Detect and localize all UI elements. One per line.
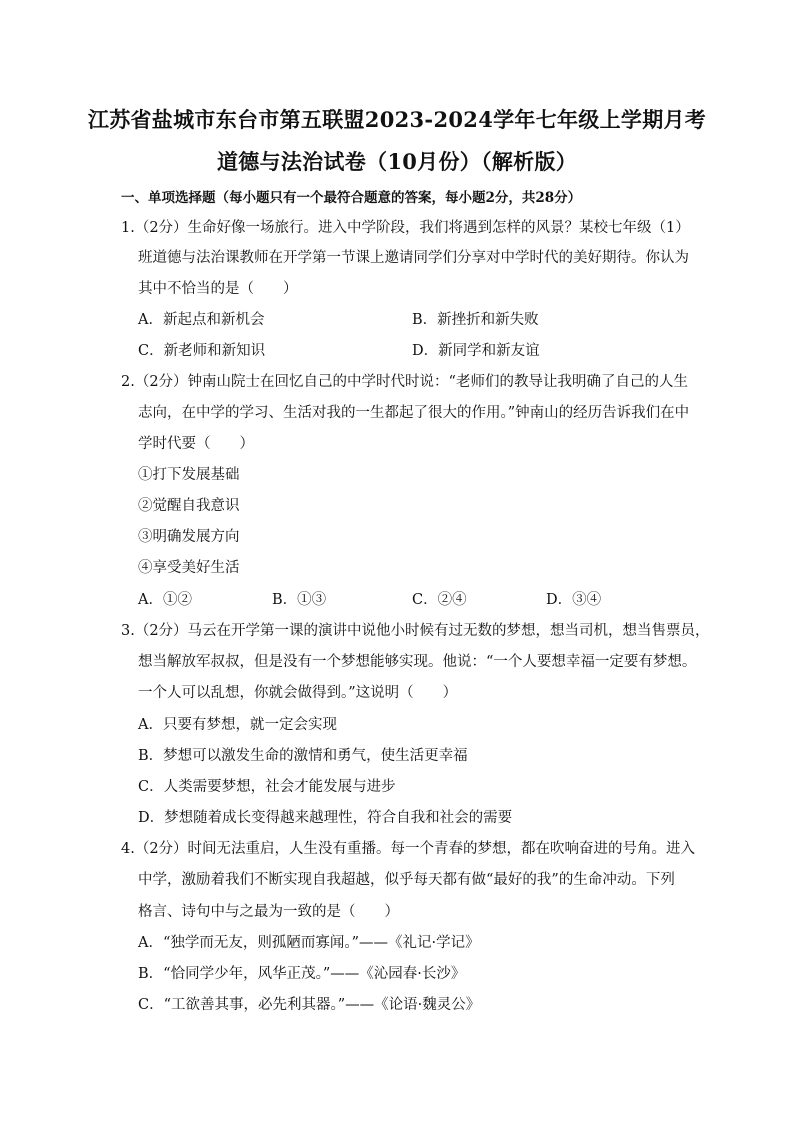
question-2-statement-1: ①打下发展基础	[138, 467, 240, 483]
question-4-stem-line-3: 格言、诗句中与之最为一致的是（ ）	[138, 904, 399, 920]
question-3-option-c: C．人类需要梦想，社会才能发展与进步	[138, 779, 396, 795]
question-1-stem-line-3: 其中不恰当的是（ ）	[138, 281, 298, 297]
section-heading: 一、单项选择题（每小题只有一个最符合题意的答案，每小题2分，共28分）	[121, 190, 582, 206]
question-2-statement-2: ②觉醒自我意识	[138, 498, 240, 514]
document-title-line-2: 道德与法治试卷（10月份）（解析版）	[216, 149, 578, 174]
question-1-option-d: D．新同学和新友谊	[412, 343, 540, 359]
question-3-stem-line-2: 想当解放军叔叔，但是没有一个梦想能够实现。他说：“一个人要想幸福一定要有梦想。	[138, 654, 697, 670]
question-3-option-d: D．梦想随着成长变得越来越理性，符合自我和社会的需要	[138, 810, 513, 826]
question-4-stem-line-2: 中学，激励着我们不断实现自我超越，似乎每天都有做“最好的我”的生命冲动。下列	[138, 872, 675, 888]
question-2-stem-line-2: 志向，在中学的学习、生活对我的一生都起了很大的作用。”钟南山的经历告诉我们在中	[138, 405, 690, 421]
question-1-option-a: A．新起点和新机会	[138, 312, 265, 328]
question-4-option-a: A．“独学而无友，则孤陋而寡闻。”——《礼记·学记》	[138, 935, 480, 951]
question-1-option-c: C．新老师和新知识	[138, 343, 266, 359]
question-2-stem-line-3: 学时代要（ ）	[138, 436, 254, 452]
question-3-option-b: B．梦想可以激发生命的激情和勇气，使生活更幸福	[138, 748, 468, 764]
question-3-stem-line-1: 3.（2分）马云在开学第一课的演讲中说他小时候有过无数的梦想，想当司机，想当售票员，	[121, 623, 710, 639]
question-1-stem-line-2: 班道德与法治课教师在开学第一节课上邀请同学们分享对中学时代的美好期待。你认为	[138, 250, 689, 266]
question-4-stem-line-1: 4.（2分）时间无法重启，人生没有重播。每一个青春的梦想，都在吹响奋进的号角。进入	[121, 841, 696, 857]
question-2-option-b: B．①③	[272, 592, 327, 608]
question-2-option-d: D．③④	[546, 592, 602, 608]
question-3-option-a: A．只要有梦想，就一定会实现	[138, 717, 337, 733]
question-2-option-c: C．②④	[412, 592, 467, 608]
question-1-option-b: B．新挫折和新失败	[412, 312, 539, 328]
question-2-stem-line-1: 2.（2分）钟南山院士在回忆自己的中学时代时说：“老师们的教导让我明确了自己的人生	[121, 374, 688, 390]
question-1-stem-line-1: 1.（2分）生命好像一场旅行。进入中学阶段，我们将遇到怎样的风景？某校七年级（1）	[121, 220, 690, 236]
question-4-option-b: B．“恰同学少年，风华正茂。”——《沁园春·长沙》	[138, 966, 466, 982]
question-4-option-c: C．“工欲善其事，必先利其器。”——《论语·魏灵公》	[138, 997, 481, 1013]
question-2-statement-3: ③明确发展方向	[138, 529, 240, 545]
question-3-stem-line-3: 一个人可以乱想，你就会做得到。”这说明（ ）	[138, 685, 458, 701]
question-2-statement-4: ④享受美好生活	[138, 560, 240, 576]
document-title-line-1: 江苏省盐城市东台市第五联盟2023-2024学年七年级上学期月考	[87, 107, 707, 132]
question-2-option-a: A．①②	[138, 592, 192, 608]
